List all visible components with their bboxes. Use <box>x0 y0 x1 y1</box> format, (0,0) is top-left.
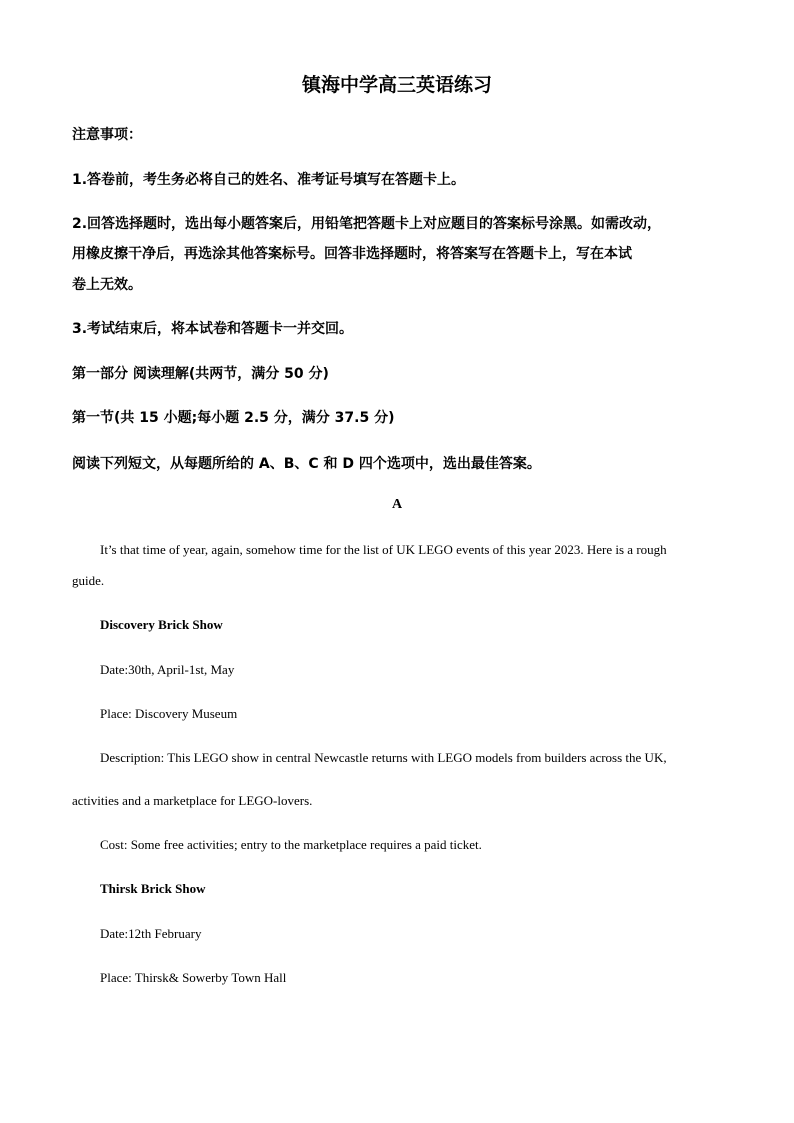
notice-heading: 注意事项： <box>72 127 142 143</box>
notice-item-2-line-2: 用橡皮擦干净后，再选涂其他答案标号。回答非选择题时，将答案写在答题卡上，写在本试 <box>72 246 632 262</box>
event-2-name: Thirsk Brick Show <box>100 881 206 896</box>
notice-item-1: 1.答卷前，考生务必将自己的姓名、准考证号填写在答题卡上。 <box>72 172 466 188</box>
section-heading: 第一节(共 15 小题;每小题 2.5 分，满分 37.5 分) <box>72 410 395 426</box>
event-1-place: Place: Discovery Museum <box>100 706 238 721</box>
reading-instruction: 阅读下列短文，从每题所给的 A、B、C 和 D 四个选项中，选出最佳答案。 <box>72 456 541 472</box>
page-title: 镇海中学高三英语练习 <box>301 74 492 96</box>
event-1-description-line-1: Description: This LEGO show in central Newcastle returns with LEGO models from builders across the UK, <box>100 750 667 765</box>
notice-item-2-line-1: 2.回答选择题时，选出每小题答案后，用铅笔把答题卡上对应题目的答案标号涂黑。如需改动， <box>72 216 662 232</box>
part-heading: 第一部分 阅读理解(共两节，满分 50 分) <box>72 366 329 382</box>
event-1-description-line-2: activities and a marketplace for LEGO-lovers. <box>72 793 313 808</box>
event-1-date: Date:30th, April-1st, May <box>100 662 235 677</box>
intro-line-2: guide. <box>72 573 105 588</box>
passage-letter: A <box>391 497 403 512</box>
event-1-name: Discovery Brick Show <box>100 617 223 632</box>
event-2-place: Place: Thirsk& Sowerby Town Hall <box>100 970 287 985</box>
intro-line-1: It’s that time of year, again, somehow time for the list of UK LEGO events of this year 2023. Here is a rough <box>100 542 667 557</box>
notice-item-2-line-3: 卷上无效。 <box>72 277 142 293</box>
event-2-date: Date:12th February <box>100 926 202 941</box>
event-1-cost: Cost: Some free activities; entry to the marketplace requires a paid ticket. <box>100 837 482 852</box>
notice-item-3: 3.考试结束后，将本试卷和答题卡一并交回。 <box>72 321 354 337</box>
